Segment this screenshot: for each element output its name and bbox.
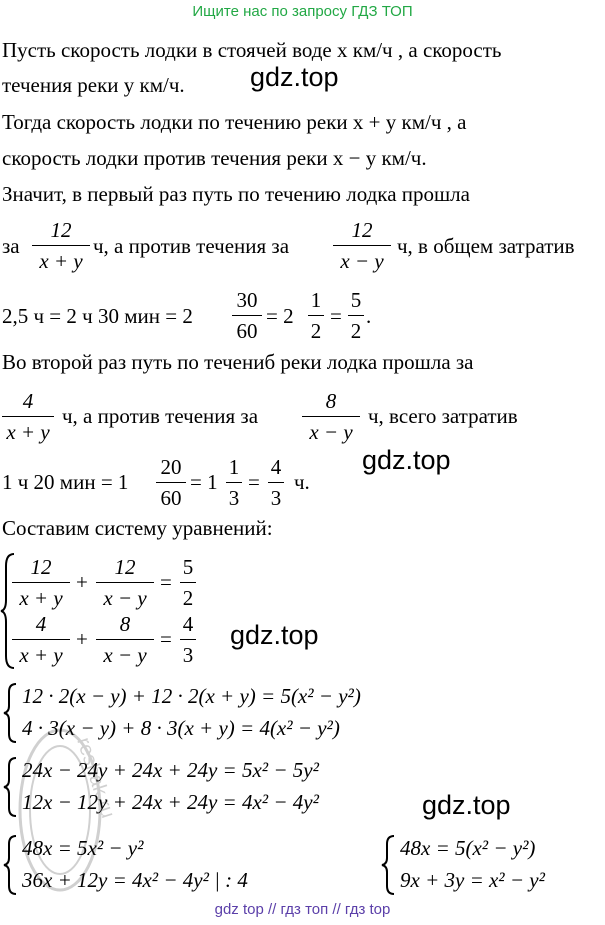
text-line-8: Во второй раз путь по течениб реки лодка прошла за [2, 350, 474, 374]
text-line-1: Пусть скорость лодки в стоячей воде x км/ч , а скорость [2, 38, 502, 62]
sys1-fraction-12-over-x-minus-y: 12 x − y [96, 555, 154, 610]
watermark: gdz.top [230, 620, 319, 650]
text-against-current-2: ч, а против течения за [62, 404, 259, 428]
sys2-eq2: 4 · 3(x − y) + 8 · 3(x + y) = 4(x² − y²) [22, 716, 340, 740]
fraction-1-over-2: 1 2 [308, 288, 324, 343]
sys1-fraction-12-over-x-plus-y: 12 x + y [12, 555, 70, 610]
sys1-eq: = [160, 627, 172, 651]
text-hours: ч. [294, 470, 310, 494]
text-total-spent-2: ч, всего затратив [368, 404, 518, 428]
sys1-fraction-8-over-x-minus-y: 8 x − y [96, 612, 154, 667]
fraction-12-over-x-plus-y: 12 x + y [32, 218, 90, 273]
text-line-3: Тогда скорость лодки по течению реки x + y км/ч , а [2, 110, 467, 134]
footer-links[interactable]: gdz top // гдз топ // гдз top [214, 901, 391, 918]
search-banner[interactable]: Ищите нас по запросу ГДЗ ТОП [192, 3, 413, 20]
text-line-5: Значит, в первый раз путь по течению лодка прошла [2, 182, 470, 206]
text-against-current: ч, а против течения за [93, 234, 290, 258]
fraction-4-over-x-plus-y: 4 x + y [2, 389, 54, 444]
sys3-eq2: 12x − 12y + 24x + 24y = 4x² − 4y² [22, 790, 319, 814]
fraction-20-over-60: 20 60 [156, 455, 186, 510]
text-period: . [366, 304, 372, 328]
text-line-11: Составим систему уравнений: [2, 516, 273, 540]
text-eq-2: = 2 [266, 304, 294, 328]
sys1-fraction-4-over-3: 4 3 [180, 612, 196, 667]
text-eq: = [330, 304, 342, 328]
sys3-eq1: 24x − 24y + 24x + 24y = 5x² − 5y² [22, 758, 319, 782]
sys1-fraction-4-over-x-plus-y: 4 x + y [12, 612, 70, 667]
text-line-4: скорость лодки против течения реки x − y км/ч. [2, 146, 427, 170]
fraction-30-over-60: 30 60 [232, 288, 262, 343]
sys2-eq1: 12 · 2(x − y) + 12 · 2(x + y) = 5(x² − y²) [22, 684, 361, 708]
sys1-plus: + [76, 570, 88, 594]
sys1-fraction-5-over-2: 5 2 [180, 555, 196, 610]
text-za: за [2, 234, 20, 258]
svg-text:reshak.ru: reshak.ru [72, 734, 119, 821]
text-time-1: 2,5 ч = 2 ч 30 мин = 2 [2, 304, 193, 328]
sys4-eq1: 48x = 5x² − y² [22, 836, 144, 860]
fraction-4-over-3: 4 3 [268, 455, 284, 510]
text-eq: = [248, 470, 260, 494]
sys5-eq1: 48x = 5(x² − y²) [400, 836, 536, 860]
text-time-2: 1 ч 20 мин = 1 [2, 470, 129, 494]
sys5-eq2: 9x + 3y = x² − y² [400, 868, 545, 892]
text-total-spent: ч, в общем затратив [397, 234, 575, 258]
fraction-1-over-3: 1 3 [226, 455, 242, 510]
sys1-plus: + [76, 627, 88, 651]
text-line-2: течения реки y км/ч. [2, 73, 185, 97]
text-eq-1: = 1 [190, 470, 218, 494]
system-brace [380, 834, 396, 896]
watermark: gdz.top [250, 62, 339, 92]
watermark: gdz.top [362, 445, 451, 475]
reshak-seal-watermark [15, 700, 125, 900]
sys1-eq: = [160, 570, 172, 594]
watermark: gdz.top [422, 790, 511, 820]
fraction-8-over-x-minus-y: 8 x − y [302, 389, 360, 444]
fraction-12-over-x-minus-y: 12 x − y [333, 218, 391, 273]
sys4-eq2: 36x + 12y = 4x² − 4y² | : 4 [22, 868, 248, 892]
fraction-5-over-2: 5 2 [348, 288, 364, 343]
